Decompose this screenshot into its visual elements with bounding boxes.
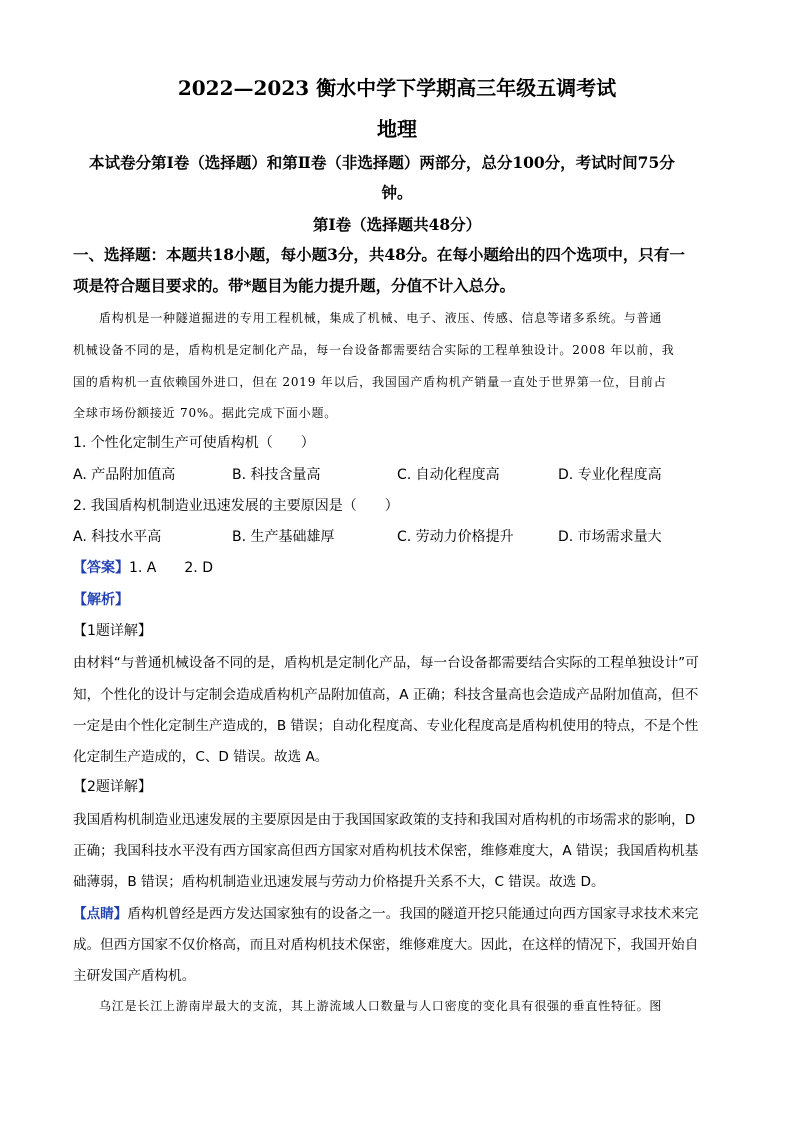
- analysis-label: 【解析】: [73, 592, 129, 608]
- passage1-line-1: 盾构机是一种隧道掘进的专用工程机械，集成了机械、电子、液压、传感、信息等诸多系统。与普通: [99, 311, 663, 325]
- q2-detail-line-3: 础薄弱，B 错误；盾构机制造业迅速发展与劳动力价格提升关系不大，C 错误。故选 D。: [73, 874, 605, 890]
- instructions-line-1: 一、选择题：本题共18小题，每小题3分，共48分。在每小题给出的四个选项中，只有一: [73, 245, 685, 264]
- intro-line-1: 本试卷分第Ⅰ卷（选择题）和第Ⅱ卷（非选择题）两部分，总分100分，考试时间75分: [89, 153, 675, 172]
- passage2-line-1: 乌江是长江上游南岸最大的支流，其上游流域人口数量与人口密度的变化具有很强的垂直性特征。图: [99, 999, 663, 1013]
- question-1-stem: 1. 个性化定制生产可使盾构机（ ）: [73, 435, 315, 451]
- section-title: 第Ⅰ卷（选择题共48分）: [312, 215, 482, 234]
- instructions-line-2: 项是符合题目要求的。带*题目为能力提升题，分值不计入总分。: [73, 276, 516, 295]
- comment-text-1: 盾构机曾经是西方发达国家独有的设备之一。我国的隧道开挖只能通过向西方国家寻求技术来完: [127, 906, 699, 922]
- question-1-option-c: C. 自动化程度高: [397, 467, 500, 483]
- question-2-option-c: C. 劳动力价格提升: [397, 529, 514, 545]
- q1-detail-line-3: 一定是由个性化定制生产造成的，B 错误；自动化程度高、专业化程度高是盾构机使用的特点，不是个性: [73, 718, 699, 734]
- question-2-stem: 2. 我国盾构机制造业迅速发展的主要原因是（ ）: [73, 498, 399, 514]
- comment-line-3: 主研发国产盾构机。: [73, 968, 196, 984]
- subject-title: 地理: [377, 117, 417, 141]
- answer-value: 1. A 2. D: [129, 560, 213, 576]
- comment-line-2: 成。但西方国家不仅价格高，而且对盾构机技术保密，维修难度大。因此，在这样的情况下，我国开始自: [73, 937, 699, 953]
- passage1-line-3: 国的盾构机一直依赖国外进口，但在 2019 年以后，我国国产盾构机产销量一直处于世界第一位，目前占: [73, 375, 667, 389]
- passage1-line-2: 机械设备不同的是，盾构机是定制化产品，每一台设备都需要结合实际的工程单独设计。2008 年以前，我: [73, 343, 675, 357]
- q1-detail-line-2: 知，个性化的设计与定制会造成盾构机产品附加值高，A 正确；科技含量高也会造成产品附加值高，但不: [73, 687, 699, 703]
- intro-line-2: 钟。: [381, 183, 413, 202]
- answer-label: 【答案】: [73, 560, 129, 576]
- question-2-option-a: A. 科技水平高: [73, 529, 162, 545]
- exam-title: 2022—2023 衡水中学下学期高三年级五调考试: [177, 76, 617, 100]
- question-1-option-b: B. 科技含量高: [232, 467, 321, 483]
- q1-detail-label: 【1题详解】: [73, 623, 152, 639]
- question-2-option-b: B. 生产基础雄厚: [232, 529, 335, 545]
- passage1-line-4: 全球市场份额接近 70%。据此完成下面小题。: [73, 406, 338, 420]
- question-1-option-a: A. 产品附加值高: [73, 467, 176, 483]
- q2-detail-line-1: 我国盾构机制造业迅速发展的主要原因是由于我国国家政策的支持和我国对盾构机的市场需求的影响，D: [73, 812, 696, 828]
- question-1-option-d: D. 专业化程度高: [558, 467, 662, 483]
- comment-line-1: [73, 902, 698, 922]
- answer-row: [73, 557, 213, 577]
- q1-detail-line-4: 化定制生产造成的，C、D 错误。故选 A。: [73, 749, 329, 765]
- comment-label: 【点睛】: [73, 906, 128, 922]
- q1-detail-line-1: 由材料“与普通机械设备不同的是，盾构机是定制化产品，每一台设备都需要结合实际的工程单独设计”可: [73, 655, 699, 671]
- q2-detail-line-2: 正确；我国科技水平没有西方国家高但西方国家对盾构机技术保密，维修难度大，A 错误；我国盾构机基: [73, 843, 699, 859]
- question-2-option-d: D. 市场需求量大: [558, 529, 662, 545]
- q2-detail-label: 【2题详解】: [73, 779, 152, 795]
